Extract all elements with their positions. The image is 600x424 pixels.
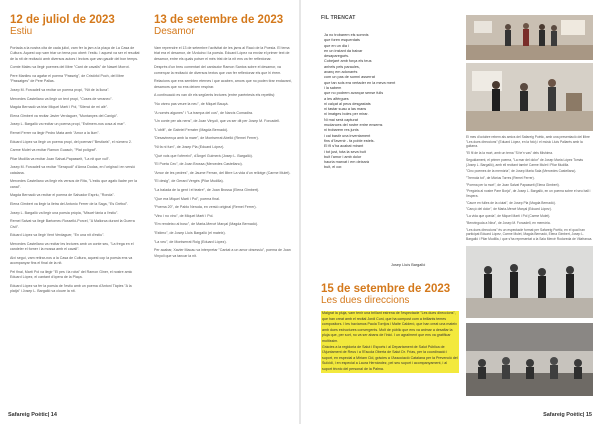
poem-line: ni trobarem res junts — [324, 128, 359, 133]
poem-line: El fil s'ha acabat mirant — [324, 144, 364, 149]
paragraph: Relacions que ens semblen eternes i que acaben, amors que no poden tirar endavant, desamors que no ens deixen respirar. — [154, 79, 292, 89]
caption-line: "Tremola tot", de Màrius Torres (Remei Ferrer). — [466, 175, 535, 180]
photo-dancers-stage — [466, 246, 593, 318]
paragraph: Remei Ferrer va llegir Pedro Mata amb "Amor a la llum". — [10, 130, 100, 135]
paragraph: Pere Manlleu va agafar el poema "Passeig", de Cristòfol Poch, del llibre "Passatges" de Pere Pallas. — [10, 74, 125, 84]
paragraph: Josep M. Forcadell va recitar un poema propi, "Nit de la lluna". — [10, 88, 110, 92]
poem-line: mudances del rostre entre ensems — [324, 123, 383, 128]
paragraph: Per acabar, Xavier Macau va interpretar "Cantat a un amor obsessiu", poema de Joan Vinyoli que va tancar la nit. — [154, 248, 291, 258]
paragraph: Vam reprendre el 13 de setembre l'activitat de les jams al Racó de la Poesia. El tema triat era el desamor, de l'Arduino i la poesia. Eduard López va enviar el primer text de desamor, entre els quals potser el més trist de la nit ens va fer reflexionar. — [154, 46, 290, 61]
paragraph: A continuació es van dir els següents lectures (entre parèntesis els repetits): — [154, 93, 276, 98]
caption-line: "El fil de la la mort, amb un tema "Si te'n vas" dels Mishima. — [466, 151, 553, 156]
left-column-estiu — [10, 14, 142, 298]
section-date: 15 de setembre de 2023 — [321, 283, 451, 295]
poem-line: Cobejaré amb força els teus — [324, 59, 372, 64]
section-date: 13 de setembre de 2023 — [154, 14, 284, 26]
poem-line: com un pas de somni asserrat — [324, 75, 375, 80]
paragraph: Comte Maleu va llegir poemes del llibre "Cant de cavalls" de Nawet Morrot. — [10, 65, 130, 70]
poem-line: fins d'l'avenir - fa poble estels. — [324, 138, 375, 143]
paragraph: "Estimo", de Josep Lluís Bargalló (el mateix). — [154, 230, 226, 235]
left-column-desamor — [154, 14, 292, 262]
paragraph: Malgrat la pluja, vam tenir una brillant estrena de l'espectacle "Les dues direccions", que han creat amb el recital Jordi Cuni, que ha compost com a brillants temes compositors. I les havíamos Paola Torrijos i Maite Calderó, que han creat una mateix amb dues estructures convergents. Molt de públic que ens va animar a desafiar la pluja que, per sort, no va ser abans de l'inici. I un agraïment que ens va gratificar moltíssim. — [322, 311, 457, 343]
paragraph: "El Poeta Cec", de Joan Brossa (Mercedes Castellano). — [154, 162, 243, 167]
paragraph: "Amor de les pedres", de Jaume Ferran, del llibre La vida d'un rellotge (Carme Mulet). — [154, 170, 291, 175]
poem-line: que no podrem avançar sense fulls — [324, 91, 384, 96]
section-subtitle: Estiu — [10, 26, 33, 37]
caption-line: "Benvinguda a Nina", de Josep M. Forcadell, en memòria. — [466, 220, 551, 225]
caption-line: "La vida que queda", de Miquel Martí i Pol (Carme Mulet). — [466, 214, 551, 219]
poem-line: en un instant da baixar — [324, 48, 363, 53]
section-subtitle: Desamor — [154, 26, 195, 37]
section-subtitle: Les dues direccions — [321, 295, 410, 306]
page-footer: Safareig Poètic| 14 — [8, 412, 57, 418]
poem-line: que tan sols era vertader en la meva ment — [324, 80, 396, 85]
paragraph: "La balada de la gent i el teatre", de Joan Brossa (Elena Gimbert). — [154, 187, 260, 192]
photo-stage-performers — [466, 15, 593, 60]
caption-line: "Poema per la mort", de Joan Salvat Papasseit (Elena Gimbert). — [466, 182, 560, 187]
poem-line: ni imatges boles per mirar. — [324, 112, 369, 117]
paragraph: Mercedes Castellano va llegir els versos de Rita, "L'estiu que agafo lladre per la canal". — [10, 179, 138, 189]
caption-line: "Pregària al nostre Pare Borja", de Josep L. Bargalló, en un poema sobre el seu ball i l'espera. — [466, 189, 591, 199]
paragraph: Eduard López va llegir un poema propi, del poemari "Bestiaris", el número 2. — [10, 139, 132, 144]
poem-author: Josep Lluís Bargalló — [391, 263, 426, 267]
paragraph: Eduard López va llegir Vent Verdaguer, "En una nit d'estiu". — [10, 233, 105, 238]
section-body — [154, 46, 292, 259]
paragraph: "Poema 20", de Pablo Neruda, en versió original (Remei Ferrer). — [154, 205, 257, 210]
poem-line: Ni mai serà capturat — [324, 117, 358, 122]
page-footer: Safareig Poètic| 15 — [543, 412, 592, 418]
poem-line: desaparegués. — [324, 54, 350, 59]
paragraph: "La veu", de Montserrat Roig (Eduard López). — [154, 239, 227, 244]
paragraph: Josep L. Bargalló va recitar un poema propi, "Estimem-nos cosa al mar". — [10, 122, 126, 127]
paragraph: Després d'un breu comentari del cantautor Ramon Santos sobre el desamor, va començar la recitació de diversos textos que van fer reflexionar els que hi érem. — [154, 65, 282, 75]
poem-line: i cal bastir una inventament — [324, 133, 371, 138]
poem-line: que en un dia i — [324, 43, 349, 48]
photo-reading-performance — [466, 63, 593, 131]
caption-line: Seguidament, el primer poema, "La mar del dolor" de Josep Maria López Tomàs (Josep L. Bargalló), amb ell recitant també Carme Mulet i Pilar Mudilla. — [466, 157, 583, 167]
photo-captions — [466, 135, 593, 244]
paragraph: Magda Bernadó va recitar el poema de Salvador Espriu, "Ronda". — [10, 193, 115, 198]
highlighted-body — [321, 311, 459, 373]
paragraph: Elena Gimbert va recitar Javier Verdaguer, "Muntanyes del Canigó". — [10, 113, 119, 118]
paragraph: "No vàreu pas veure la neu", de Miquel Bauçà. — [154, 102, 229, 106]
poem-title: FIL TRENCAT — [321, 15, 356, 21]
poem-line: a les alfèrgues — [324, 96, 349, 101]
paragraph: Així seguí, vam retirar-nos a la Casa de Cultura, aquest cop la poesia ens va acompanyar fins el final de la nit. — [10, 255, 133, 266]
paragraph: Gràcies a la regidoria de Salut i Esports i al Departament de Salut Pública de l'Ajuntament de Reus i a l'Escola Oberta de Salut Dr. Frías, per la coordinació i suport, en especial a Miriam Cid, gràcies a l'Associació Catalana per la Prevenció del Suïcidi, i en especial a Laura Hernández, pel seu suport i acompanyament, i al suport tècnic del personal de la Palma. — [322, 344, 458, 371]
caption-line: "Caure en fulles de la ciutat", de Josep Pla (Magda Bernadó). — [466, 200, 556, 205]
paragraph: Remei Salvat va llegir Bartomeu Rosselló-Porcel, "A Mallorca durant la Guerra Civil". — [10, 219, 135, 229]
photo-audience-stage — [466, 323, 593, 396]
paragraph: "Em rendeixo al bosc", de Maria-Mercè Marçal (Magda Bernadó). — [154, 222, 259, 227]
poem-line: buit l'amor i amb dolor — [324, 154, 362, 159]
poem-line: Ja no trobarem els somnis — [324, 33, 369, 37]
paragraph: Mercedes Castellano va recitar les lectures amb un conte seu, "La frega en el candeler el forner i la mossa amb el cavall". — [10, 241, 134, 252]
caption-line: "Cinc poemes de la memòria", de Josep Maria Sala (Mercedes Castellano). — [466, 169, 577, 174]
poem-line: i tot just, tota la seva buit — [324, 149, 366, 154]
paragraph: "El desig", de Gerard Vergés (Pilar Mudilla). — [154, 179, 224, 184]
paragraph: Mercedes Castellano va llegir un text propi, "Coses de veraneo". — [10, 96, 113, 101]
poem-line: que foren esquerdats — [324, 38, 360, 43]
poem-text — [324, 33, 464, 171]
section-body — [10, 46, 142, 295]
caption-line: "Les dues direccions" és un espectacle format per Safareig Poètic, en el qual han participat Eduard López, Carme Mulet, Magda Bernadó, Elena Gimbert, Josep L. Bargalló i Pilar Mudilla, i que s'ha representat a la Sala Mercè Rodoreda de Vilafranca. — [466, 227, 593, 241]
caption-line: "Cançó del dolor", de Maria-Mercè Marçal (Eduard López). — [466, 207, 552, 212]
caption-line: El mes d'octubre rebem als amics del Safareig Poètic, amb una presentació del llibre "Les dues direccions" (Eduard López, en la foto) i el músic Lluís Pallarès amb la guitarra. — [466, 135, 590, 149]
paragraph: Eduard López va fer la poesia de l'estiu amb un poema d'Antoni Tàpies "A la platja" i Josep L. Bargalló va cloure la nit. — [10, 283, 132, 294]
paragraph: "Què vols que t'ofereixi", d'Àngel Guimerà (Josep L. Bargalló). — [154, 153, 253, 158]
paragraph: Carme Mulet va recitar Ramon Guasch, "Plat polígraf". — [10, 148, 98, 153]
poem-line: i la sabem — [324, 85, 342, 90]
section-dues-direccions — [321, 283, 459, 373]
left-page — [0, 0, 299, 424]
poem-line: buit, el cor. — [324, 165, 343, 170]
right-page — [301, 0, 600, 424]
paragraph: Pel final, Martí Pol va llegir "El pes i la roba" del Ramon Giner, el nostre amic Eduard López, el cantant d'òpera de la Plaça. — [10, 269, 133, 280]
paragraph: "Ni fa ni fum", de Josep Pla (Eduard López). — [154, 144, 225, 149]
paragraph: Pilar Mudilla va recitar Joan Salvat-Papasseit, "La nit que vull". — [10, 156, 110, 161]
poem-line: ni tastar suau a las mans — [324, 107, 367, 112]
paragraph: "Desavinença amb la mare", de Montserrat Abelló (Remei Ferrer). — [154, 136, 259, 141]
poem-line: ni calçat al peus desgastats — [324, 101, 371, 106]
poem-line: avanç em adonarés — [324, 70, 358, 75]
paragraph: "Vinc i no vinc", de Miquel Martí i Pol. — [154, 213, 214, 218]
paragraph: "Un conte per als nens", de Joan Vinyoli, que va ser dit per Josep M. Forcadell. — [154, 119, 280, 124]
paragraph: Portada a la nostra cita de cada juliol, vam fer la jam a la plaça de La Casa de Cultura. Aquest cop vam triar un tema poc obert: l'estiu. I aquest va ser el resultat de la nit de recitació amb diversos autors i lectors que van gaudir del bon temps. — [10, 46, 140, 61]
paragraph: Elena Gimbert va llegir la lletra del Antonio Ferrer de la Saga, "Es Grèbol". — [10, 201, 129, 206]
paragraph: "L'oblit", de Gabriel Ferrater (Magda Bernadó). — [154, 127, 229, 132]
poem-line: anhels pels paraules, — [324, 64, 360, 69]
paragraph: Josep M. Forcadell va recitar "Serapudi" d'Anna Dodas, en l'original i en versió catalana. — [10, 165, 135, 175]
paragraph: "A només algunes" i "La trampa del cos", de Narcís Comadira. — [154, 110, 253, 115]
poem-line: hauria marxat i em deixarà — [324, 160, 369, 165]
section-date: 12 de juliol de 2023 — [10, 14, 115, 26]
paragraph: Josep L. Bargalló va llegir una poesia pròpia, "Miscel·lània a l'estiu". — [10, 210, 119, 215]
paragraph: Magda Bernadó va triar Miquel Martí i Pol, "Silenci de mi alè". — [10, 105, 109, 110]
paragraph: "Que era Miquel Martí i Pol", poema final. — [154, 196, 220, 201]
